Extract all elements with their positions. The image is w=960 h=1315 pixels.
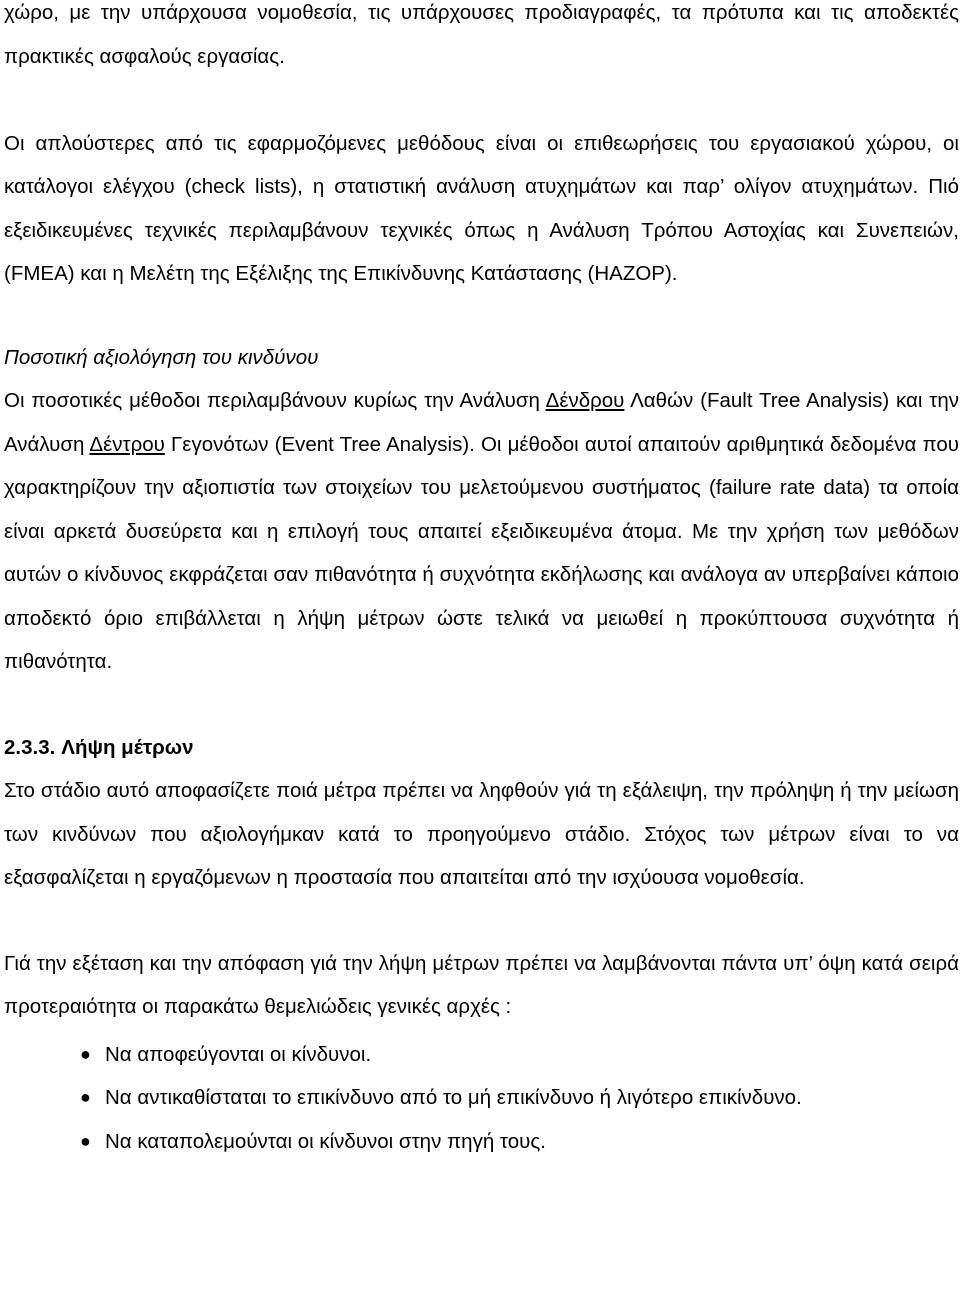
section-number: 2.3.3. xyxy=(4,735,56,759)
list-item xyxy=(4,1120,959,1164)
bullet-icon: ● xyxy=(80,1130,91,1151)
quant-text-3: Γεγονότων (Event Tree Analysis). Οι μέθοδοι αυτοί απαιτούν αριθμητικά δεδομένα που χαρακτηρίζουν την αξιοπιστία των στοιχείων του μελετούμενου συστήματος (failure rate data) τα οποία είναι αρκετά δυσεύρετα και η επιλογή τους απαιτεί εξειδικευμένα άτομα. Με την χρήση των μεθόδων αυτών ο κίνδυνος εκφράζεται σαν πιθανότητα ή συχνότητα εκδήλωσης και ανάλογα αν υπερβαίνει κάποιο αποδεκτό όριο επιβάλλεται η λήψη μέτρων ώστε τελικά να μειωθεί η προκύπτουσα συχνότητα ή πιθανότητα. xyxy=(4,432,959,673)
measures-section xyxy=(4,726,959,900)
fault-tree-word: Δένδρου xyxy=(545,389,625,412)
list-item xyxy=(4,1076,959,1120)
section-heading xyxy=(4,726,959,770)
paragraph-measures: Στο στάδιο αυτό αποφασίζετε ποιά μέτρα πρέπει να ληφθούν γιά τη εξάλειψη, την πρόληψη ή την μείωση των κινδύνων που αξιολογήμκαν κατά το προηγούμενο στάδιο. Στόχος των μέτρων είναι το να εξασφαλίζεται η εργαζόμενων η προστασία που απαιτείται από την ισχύουσα νομοθεσία. xyxy=(4,779,959,889)
paragraph-principles: Γιά την εξέταση και την απόφαση γιά την λήψη μέτρων πρέπει να λαμβάνονται πάντα υπ’ όψη κατά σειρά προτεραιότητα οι παρακάτω θεμελιώδεις γενικές αρχές : xyxy=(4,951,959,1018)
paragraph-intro: χώρο, με την υπάρχουσα νομοθεσία, τις υπάρχουσες προδιαγραφές, τα πρότυπα και τις αποδεκτές πρακτικές ασφαλούς εργασίας. xyxy=(4,1,959,68)
quantitative-section xyxy=(4,336,959,684)
section-title: Λήψη μέτρων xyxy=(61,735,194,759)
event-tree-word: Δέντρου xyxy=(89,432,165,456)
quantitative-heading: Ποσοτική αξιολόγηση του κινδύνου xyxy=(4,345,319,369)
list-item xyxy=(4,1033,959,1077)
paragraph-methods: Οι απλούστερες από τις εφαρμοζόμενες μεθόδους είναι οι επιθεωρήσεις του εργασιακού χώρου, οι κατάλογοι ελέγχου (check lists), η στατιστική ανάλυση ατυχημάτων και παρ’ ολίγον ατυχημάτων. Πιό εξειδικευμένες τεχνικές περιλαμβάνουν τεχνικές όπως η Ανάλυση Τρόπου Αστοχίας και Συνεπειών, (FMEA) και η Μελέτη της Εξέλιξης της Επικίνδυνης Κατάστασης (HAZOP). xyxy=(4,131,959,285)
quant-text-1: Οι ποσοτικές μέθοδοι περιλαμβάνουν κυρίως την Ανάλυση xyxy=(4,389,546,412)
quant-text-2: Λαθών (Fault Tree Analysis) και την Ανάλυση xyxy=(4,389,959,456)
list-item-text: Να αντικαθίσταται το επικίνδυνο από το μή επικίνδυνο ή λιγότερο επικίνδυνο. xyxy=(105,1086,802,1109)
bullet-icon: ● xyxy=(80,1043,91,1064)
list-item-text: Να καταπολεμούνται οι κίνδυνοι στην πηγή τους. xyxy=(105,1129,546,1153)
document-page xyxy=(4,0,959,1163)
paragraph-quantitative xyxy=(4,379,959,684)
bullet-icon: ● xyxy=(80,1087,91,1107)
principles-list xyxy=(4,1033,959,1164)
list-item-text: Να αποφεύγονται οι κίνδυνοι. xyxy=(105,1042,372,1066)
